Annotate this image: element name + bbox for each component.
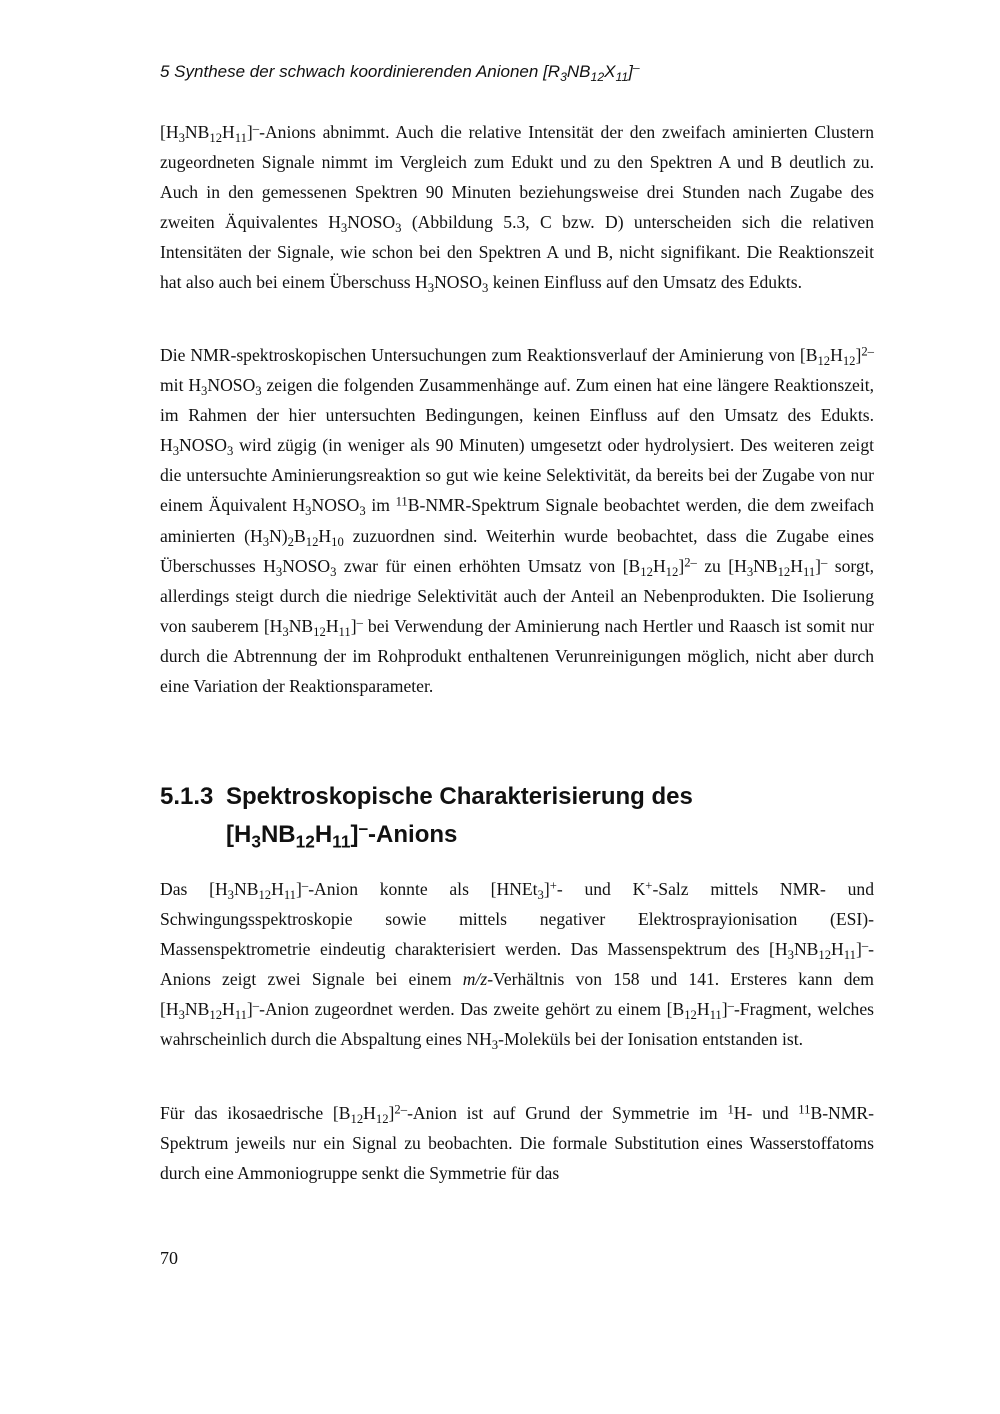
section-title-line-2: $[H_3NB_{12}H_{11}]^-$-Anions — [226, 818, 458, 852]
section-title: Spektroskopische Charakterisierung des — [226, 783, 693, 810]
page-number: 70 — [160, 1248, 178, 1268]
section-heading — [160, 778, 880, 854]
paragraph-characterization: Das $[H_3NB_{12}H_{11}]^-$-Anion konnte als [HNEt$_3$]+- und K+-Salz mittels NMR- und Schwingungsspektroskopie sowie mittels negativer Elektrosprayionisation (ESI)-Massenspektrometrie eindeutig charakterisiert werden. Das Massenspektrum des $[H_3NB_{12}H_{11}]^-$-Anions zeigt zwei Signale bei einem m/z-Verhältnis von 158 und 141. Ersteres kann dem $[H_3NB_{12}H_{11}]^-$-Anion zugeordnet werden. Das zweite gehört zu einem $[B_{12}H_{11}]^-$-Fragment, welches wahrscheinlich durch die Abspaltung eines $NH_3$-Moleküls bei der Ionisation entstanden ist. — [160, 878, 874, 1053]
paragraph-reaction-time: $[H_3NB_{12}H_{11}]^-$-Anions abnimmt. Auch die relative Intensität der den zweifach aminierten Clustern zugeordneten Signale nimmt im Vergleich zum Edukt und zu den Spektren A und B deutlich zu. Auch in den gemessenen Spektren 90 Minuten beziehungsweise drei Stunden nach Zugabe des zweiten Äquivalentes $H_3NOSO_3$ (Abbildung 5.3, C bzw. D) unterscheiden sich die relativen Intensitäten der Signale, wie schon bei den Spektren A und B, nicht signifikant. Die Reaktionszeit hat also auch bei einem Überschuss $H_3NOSO_3$ keinen Einfluss auf den Umsatz des Edukts. — [160, 121, 874, 296]
paragraph-symmetry: Für das ikosaedrische $[B_{12}H_{12}]^{2-}$-Anion ist auf Grund der Symmetrie im $^1$H- und $^{11}$B-NMR-Spektrum jeweils nur ein Signal zu beobachten. Die formale Substitution eines Wasserstoffatoms durch eine Ammoniogruppe senkt die Symmetrie für das — [160, 1102, 874, 1184]
section-number: 5.1.3 — [160, 783, 214, 810]
running-header: 5 Synthese der schwach koordinierenden Anionen $[R_3NB_{12}X_{11}]^-$ — [160, 60, 640, 84]
paragraph-nmr-summary: Die NMR-spektroskopischen Untersuchungen zum Reaktionsverlauf der Aminierung von $[B_{12}H_{12}]^{2-}$ mit $H_3NOSO_3$ zeigen die folgenden Zusammenhänge auf. Zum einen hat eine längere Reaktionszeit, im Rahmen der hier untersuchten Bedingungen, keinen Einfluss auf den Umsatz des Edukts. $H_3NOSO_3$ wird zügig (in weniger als 90 Minuten) umgesetzt oder hydrolysiert. Des weiteren zeigt die untersuchte Aminierungsreaktion so gut wie keine Selektivität, da bereits bei der Zugabe von nur einem Äquivalent $H_3NOSO_3$ im $^{11}$B-NMR-Spektrum Signale beobachtet werden, die dem zweifach aminierten $(H_3N)_2B_{12}H_{10}$ zuzuordnen sind. Weiterhin wurde beobachtet, dass die Zugabe eines Überschusses $H_3NOSO_3$ zwar für einen erhöhten Umsatz von $[B_{12}H_{12}]^{2-}$ zu $[H_3NB_{12}H_{11}]^-$ sorgt, allerdings steigt durch die niedrige Selektivität auch der Anteil an Nebenprodukten. Die Isolierung von sauberem $[H_3NB_{12}H_{11}]^-$ bei Verwendung der Aminierung nach Hertler und Raasch ist somit nur durch die Abtrennung der im Rohprodukt enthaltenen Verunreinigungen möglich, nicht aber durch eine Variation der Reaktionsparameter. — [160, 344, 875, 697]
